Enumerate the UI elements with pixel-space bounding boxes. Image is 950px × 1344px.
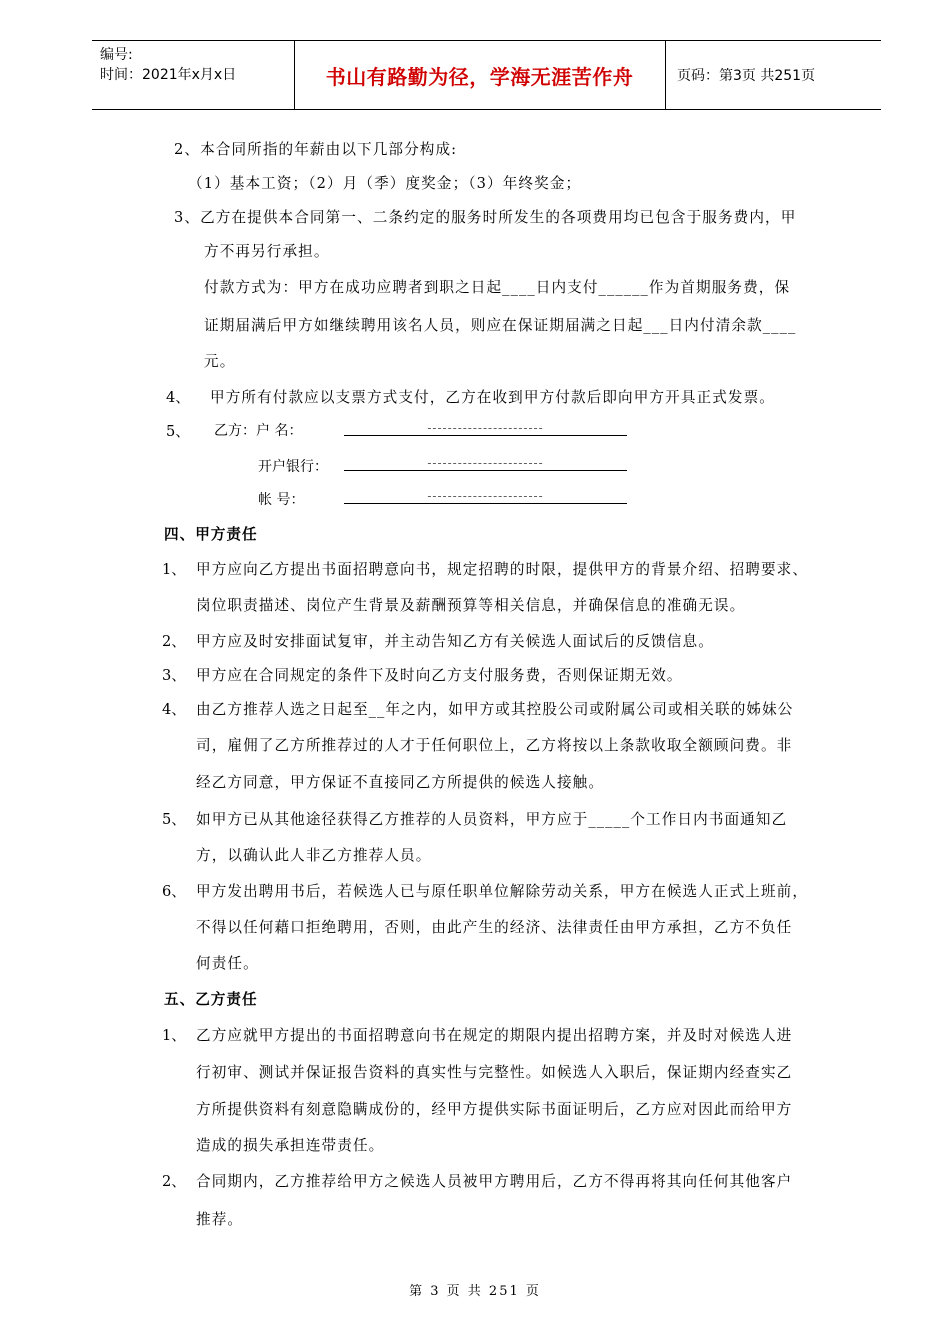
contract-item-3-cont: 方不再另行承担。: [204, 243, 330, 260]
list-item: 合同期内，乙方推荐给甲方之候选人员被甲方聘用后，乙方不得再将其向任何其他客户: [196, 1173, 793, 1190]
doc-code-label: 编号:: [100, 47, 133, 63]
item-number: 1、: [162, 561, 186, 578]
list-item: 甲方发出聘用书后，若候选人已与原任职单位解除劳动关系，甲方在候选人正式上班前，: [196, 883, 809, 900]
list-item: 方，以确认此人非乙方推荐人员。: [196, 847, 432, 864]
list-item: 如甲方已从其他途径获得乙方推荐的人员资料，甲方应于_____个工作日内书面通知乙: [196, 811, 788, 828]
list-item: 岗位职责描述、岗位产生背景及薪酬预算等相关信息，并确保信息的准确无误。: [196, 597, 746, 614]
header-page-number: 页码：第3页 共251页: [677, 68, 816, 84]
account-name-label: 乙方：户 名：: [214, 423, 303, 439]
account-number-label: 帐 号：: [258, 492, 305, 508]
header-meta: [100, 45, 236, 85]
item-number: 2、: [162, 1173, 186, 1190]
list-item: 造成的损失承担连带责任。: [196, 1137, 385, 1154]
account-number-blank: -----------------------: [344, 489, 627, 504]
item-number: 5、: [166, 423, 190, 440]
doc-time-label: 时间：2021年x月x日: [100, 67, 237, 83]
list-item: 司，雇佣了乙方所推荐过的人才于任何职位上，乙方将按以上条款收取全额顾问费。非: [196, 737, 793, 754]
list-item: 甲方应及时安排面试复审，并主动告知乙方有关候选人面试后的反馈信息。: [196, 633, 714, 650]
item-number: 4、: [162, 701, 186, 718]
payment-terms: 付款方式为：甲方在成功应聘者到职之日起____日内支付______作为首期服务费，保: [204, 279, 791, 296]
list-item: 乙方应就甲方提出的书面招聘意向书在规定的期限内提出招聘方案，并及时对候选人进: [196, 1027, 793, 1044]
page-footer: 第 3 页 共 251 页: [409, 1284, 541, 1299]
contract-item-3: 3、乙方在提供本合同第一、二条约定的服务时所发生的各项费用均已包含于服务费内，甲: [174, 209, 797, 226]
list-item: 由乙方推荐人选之日起至__年之内，如甲方或其控股公司或附属公司或相关联的姊妹公: [196, 701, 794, 718]
payment-terms-end: 元。: [204, 353, 236, 370]
payment-terms-cont: 证期届满后甲方如继续聘用该名人员，则应在保证期届满之日起___日内付清余款____: [204, 317, 797, 334]
account-name-blank: -----------------------: [344, 421, 627, 436]
bank-blank: -----------------------: [344, 456, 627, 471]
header-divider: [665, 41, 666, 109]
list-item: 方所提供资料有刻意隐瞒成份的，经甲方提供实际书面证明后，乙方应对因此而给甲方: [196, 1101, 793, 1118]
item-number: 1、: [162, 1027, 186, 1044]
list-item: 何责任。: [196, 955, 259, 972]
list-item: 甲方应向乙方提出书面招聘意向书，规定招聘的时限，提供甲方的背景介绍、招聘要求、: [196, 561, 809, 578]
section-title: 五、乙方责任: [164, 991, 258, 1008]
list-item: 甲方应在合同规定的条件下及时向乙方支付服务费，否则保证期无效。: [196, 667, 683, 684]
contract-item-2: 2、本合同所指的年薪由以下几部分构成:: [174, 141, 458, 158]
page-header: [92, 40, 881, 110]
item-number: 2、: [162, 633, 186, 650]
section-title: 四、甲方责任: [164, 526, 258, 543]
item-number: 3、: [162, 667, 186, 684]
item-number: 4、: [166, 389, 190, 406]
salary-components: （1）基本工资；（2）月（季）度奖金；（3）年终奖金；: [188, 175, 582, 192]
item-number: 5、: [162, 811, 186, 828]
list-item: 经乙方同意，甲方保证不直接同乙方所提供的候选人接触。: [196, 774, 605, 791]
list-item: 推荐。: [196, 1211, 244, 1228]
bank-label: 开户银行：: [258, 459, 328, 475]
list-item: 行初审、测试并保证报告资料的真实性与完整性。如候选人入职后，保证期内经查实乙: [196, 1064, 793, 1081]
item-number: 6、: [162, 883, 186, 900]
header-motto: 书山有路勤为径，学海无涯苦作舟: [325, 64, 634, 89]
list-item: 不得以任何藉口拒绝聘用，否则，由此产生的经济、法律责任由甲方承担，乙方不负任: [196, 919, 793, 936]
payment-method: 甲方所有付款应以支票方式支付，乙方在收到甲方付款后即向甲方开具正式发票。: [210, 389, 775, 406]
